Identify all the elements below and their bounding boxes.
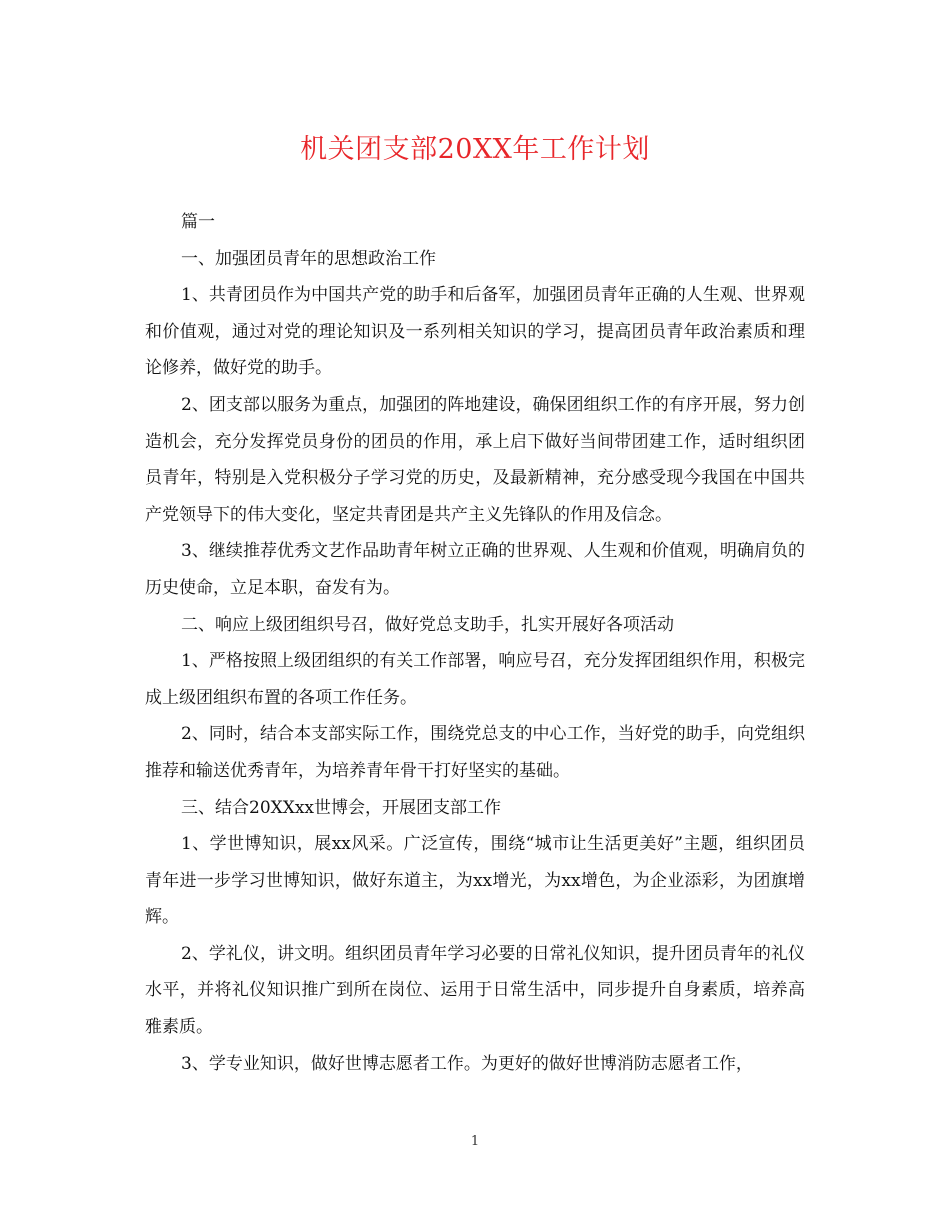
- paragraph: 2、学礼仪，讲文明。组织团员青年学习必要的日常礼仪知识，提升团员青年的礼仪水平，并将礼仪知识推广到所在岗位、运用于日常生活中，同步提升自身素质，培养高雅素质。: [145, 943, 805, 1038]
- paragraph: 3、学专业知识，做好世博志愿者工作。为更好的做好世博消防志愿者工作，: [181, 1053, 753, 1074]
- document-body: [145, 204, 805, 1082]
- document-title: 机关团支部20XX年工作计划: [300, 134, 650, 165]
- paragraph: 1、学世博知识，展xx风采。广泛宣传，围绕“城市让生活更美好”主题，组织团员青年进一步学习世博知识，做好东道主，为xx增光，为xx增色，为企业添彩，为团旗增辉。: [145, 834, 805, 928]
- paragraph: 1、共青团员作为中国共产党的助手和后备军，加强团员青年正确的人生观、世界观和价值观，通过对党的理论知识及一系列相关知识的学习，提高团员青年政治素质和理论修养，做好党的助手。: [145, 285, 805, 379]
- page-number: 1: [470, 1134, 480, 1149]
- paragraph-heading-3: 三、结合20XXxx世博会，开展团支部工作: [181, 797, 502, 818]
- paragraph-heading-2: 二、响应上级团组织号召，做好党总支助手，扎实开展好各项活动: [181, 614, 674, 635]
- paragraph: 2、同时，结合本支部实际工作，围绕党总支的中心工作，当好党的助手，向党组织推荐和输送优秀青年，为培养青年骨干打好坚实的基础。: [145, 724, 805, 781]
- paragraph: 3、继续推荐优秀文艺作品助青年树立正确的世界观、人生观和价值观，明确肩负的历史使命，立足本职，奋发有为。: [145, 541, 805, 598]
- paragraph-heading-1: 一、加强团员青年的思想政治工作: [181, 248, 436, 269]
- paragraph: 2、团支部以服务为重点，加强团的阵地建设，确保团组织工作的有序开展，努力创造机会，充分发挥党员身份的团员的作用，承上启下做好当间带团建工作，适时组织团员青年，特别是入党积极分子学习党的历史，及最新精神，充分感受现今我国在中国共产党领导下的伟大变化，坚定共青团是共产主义先锋队的作用及信念。: [145, 394, 805, 525]
- paragraph: 1、严格按照上级团组织的有关工作部署，响应号召，充分发挥团组织作用，积极完成上级团组织布置的各项工作任务。: [145, 651, 805, 708]
- paragraph-section-label: 篇一: [181, 212, 215, 232]
